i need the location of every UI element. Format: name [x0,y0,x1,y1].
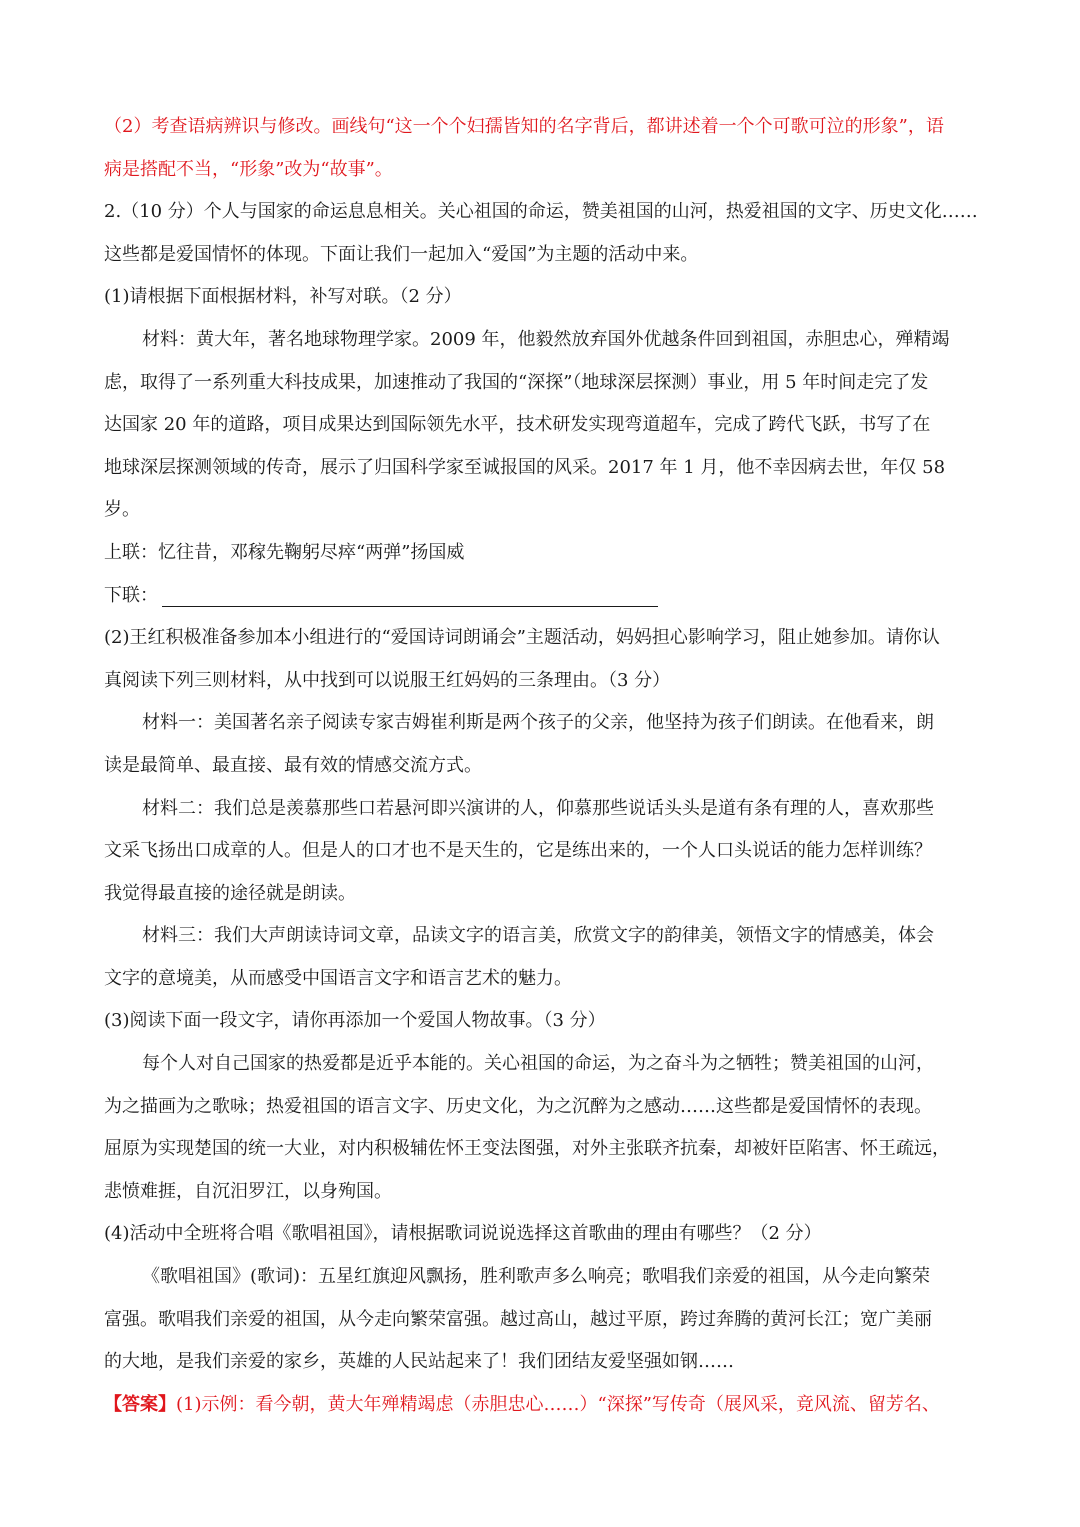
passage-line: 每个人对自己国家的热爱都是近乎本能的。关心祖国的命运，为之奋斗为之牺牲；赞美祖国的山河， [142,1053,934,1075]
material-line: 虑，取得了一系列重大科技成果，加速推动了我国的“深探”（地球深层探测）事业，用 5 年时间走完了发 [104,371,929,393]
lyrics-line: 富强。歌唱我们亲爱的祖国，从今走向繁荣富强。越过高山，越过平原，跨过奔腾的黄河长江；宽广美丽 [104,1308,932,1330]
passage-line: 屈原为实现楚国的统一大业，对内积极辅佐怀王变法图强，对外主张联齐抗秦，却被奸臣陷害、怀王疏远， [104,1138,950,1160]
material-two-line: 文采飞扬出口成章的人。但是人的口才也不是天生的，它是练出来的，一个人口头说话的能力怎样训练？ [104,840,932,862]
document-page [104,106,978,1426]
material-two-line: 我觉得最直接的途径就是朗读。 [104,882,356,904]
answer-line [104,1384,978,1427]
sub-question-4 [104,1213,978,1383]
sub-question-2-prompt: (2)王红积极准备参加本小组进行的“爱国诗词朗诵会”主题活动，妈妈担心影响学习，阻止她参加。请你认 [104,627,940,649]
material-one-line: 材料一：美国著名亲子阅读专家吉姆崔利斯是两个孩子的父亲，他坚持为孩子们朗读。在他看来，朗 [142,712,934,734]
sub-question-1-prompt: (1)请根据下面根据材料，补写对联。（2 分） [104,286,462,308]
sub-question-4-prompt: (4)活动中全班将合唱《歌唱祖国》，请根据歌词说说选择这首歌曲的理由有哪些？（2 分） [104,1223,822,1245]
lyrics-line: 《歌唱祖国》(歌词)：五星红旗迎风飘扬，胜利歌声多么响亮；歌唱我们亲爱的祖国，从今走向繁荣 [142,1266,931,1288]
material-two-line: 材料二：我们总是羡慕那些口若悬河即兴演讲的人，仰慕那些说话头头是道有条有理的人，喜欢那些 [142,797,934,819]
answer-part2-line: 病是搭配不当，“形象”改为“故事”。 [104,158,393,180]
passage-line: 为之描画为之歌咏；热爱祖国的语言文字、历史文化，为之沉醉为之感动……这些都是爱国情怀的表现。 [104,1095,932,1117]
material-line: 材料：黄大年，著名地球物理学家。2009 年，他毅然放弃国外优越条件回到祖国，赤胆忠心，殚精竭 [142,328,950,350]
lyrics-line: 的大地，是我们亲爱的家乡，英雄的人民站起来了！我们团结友爱坚强如钢…… [104,1351,734,1373]
sub-question-3 [104,1000,978,1213]
question-intro [104,191,978,276]
answer-part2-line: （2）考查语病辨识与修改。画线句“这一个个妇孺皆知的名字背后，都讲述着一个个可歌可泣的形象”，语 [104,116,944,137]
couplet-upper: 上联：忆往昔，邓稼先鞠躬尽瘁“两弹”扬国威 [104,541,465,563]
material-one-line: 读是最简单、最直接、最有效的情感交流方式。 [104,754,482,776]
material-line: 岁。 [104,499,140,521]
answer-blank-line[interactable] [162,588,658,607]
material-line: 地球深层探测领域的传奇，展示了归国科学家至诚报国的风采。2017 年 1 月，他不幸因病去世，年仅 58 [104,456,946,478]
couplet-lower-label: 下联： [104,584,158,606]
sub-question-1 [104,276,978,617]
answer-tag: 【答案】 [104,1393,176,1415]
passage-line: 悲愤难捱，自沉汨罗江，以身殉国。 [104,1180,392,1202]
sub-question-3-prompt: (3)阅读下面一段文字，请你再添加一个爱国人物故事。（3 分） [104,1010,606,1032]
question-intro-line: 这些都是爱国情怀的体现。下面让我们一起加入“爱国”为主题的活动中来。 [104,243,699,265]
answer-text: (1)示例：看今朝，黄大年殚精竭虑（赤胆忠心……）“深探”写传奇（展风采，竟风流、留芳名、 [176,1393,940,1415]
material-line: 达国家 20 年的道路，项目成果达到国际领先水平，技术研发实现弯道超车，完成了跨代飞跃，书写了在 [104,414,931,436]
material-three-line: 材料三：我们大声朗读诗词文章，品读文字的语言美，欣赏文字的韵律美，领悟文字的情感美，体会 [142,925,934,947]
answer-part2 [104,106,978,191]
question-intro-line: 2.（10 分）个人与国家的命运息息相关。关心祖国的命运，赞美祖国的山河，热爱祖国的文字、历史文化…… [104,201,978,223]
sub-question-2 [104,617,978,1000]
couplet-lower [104,575,978,618]
sub-question-2-prompt: 真阅读下列三则材料，从中找到可以说服王红妈妈的三条理由。（3 分） [104,669,671,691]
material-three-line: 文字的意境美，从而感受中国语言文字和语言艺术的魅力。 [104,967,572,989]
